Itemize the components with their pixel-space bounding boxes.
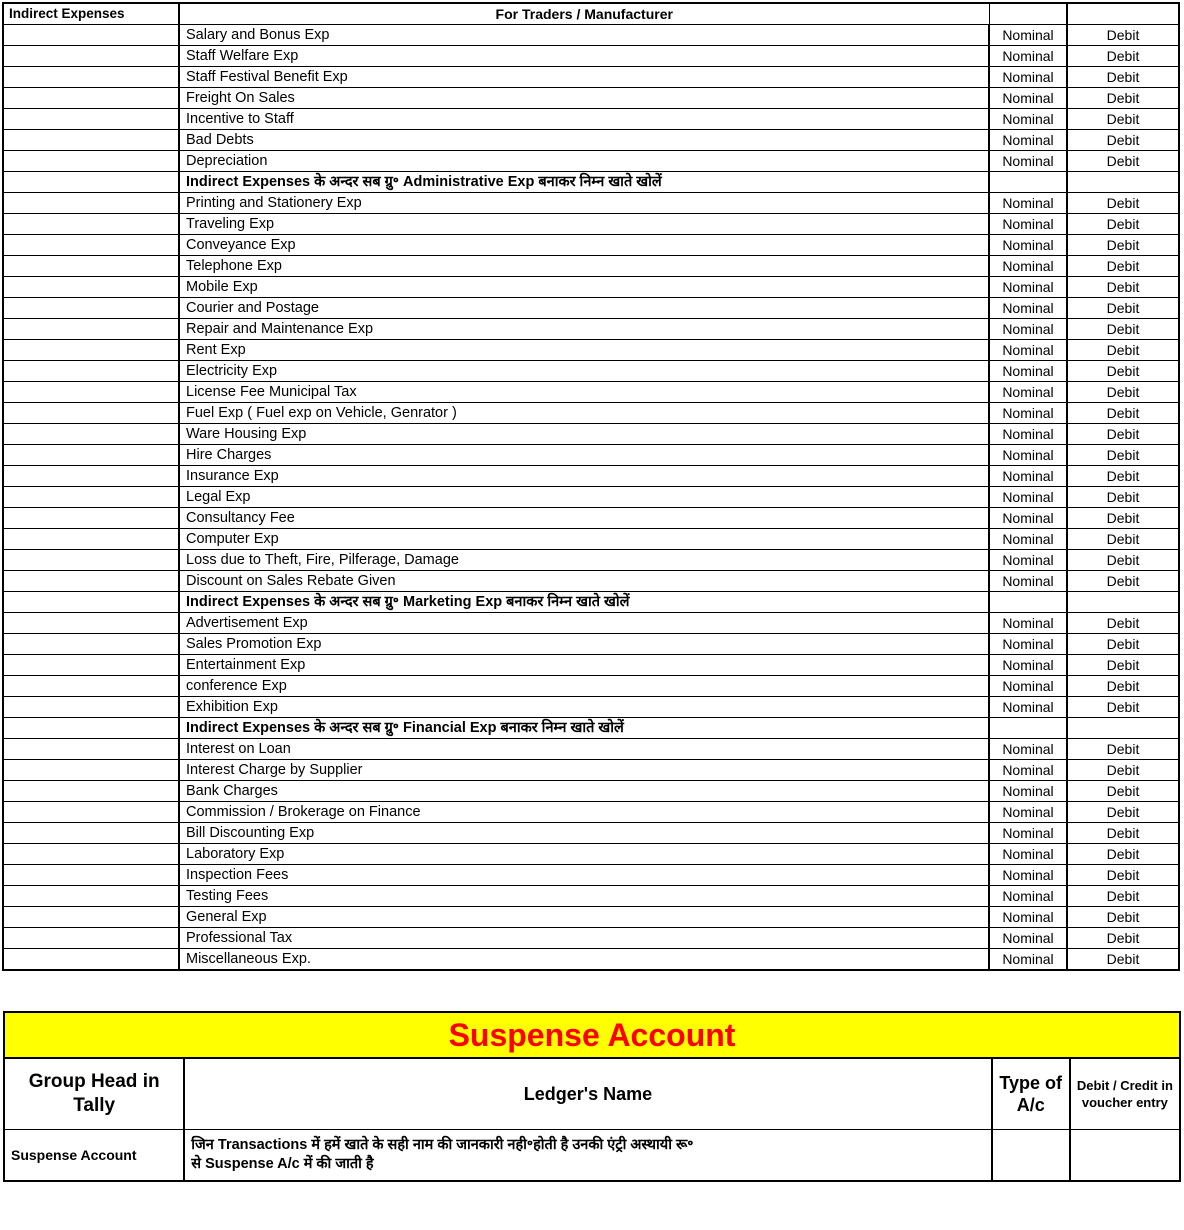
row-type-of-ac: Nominal [989,571,1067,592]
row-debit-credit: Debit [1067,235,1179,256]
row-group-blank [3,865,179,886]
table-row[interactable] [3,25,1179,46]
suspense-title: Suspense Account [4,1012,1180,1058]
row-type-of-ac: Nominal [989,634,1067,655]
table-row[interactable] [3,550,1179,571]
row-type-of-ac: Nominal [989,235,1067,256]
row-debit-credit: Debit [1067,487,1179,508]
table-row[interactable] [3,949,1179,971]
row-group-blank [3,25,179,46]
row-ledger-name: Entertainment Exp [179,655,989,676]
row-ledger-name: Loss due to Theft, Fire, Pilferage, Damage [179,550,989,571]
suspense-header-ledger-name: Ledger's Name [184,1058,991,1130]
table-row[interactable] [3,466,1179,487]
table-row[interactable] [3,151,1179,172]
table-row[interactable] [3,193,1179,214]
row-debit-credit: Debit [1067,697,1179,718]
row-ledger-name: conference Exp [179,676,989,697]
row-debit-credit: Debit [1067,25,1179,46]
row-debit-credit: Debit [1067,676,1179,697]
row-group-blank [3,487,179,508]
section-header-row-financial[interactable] [3,718,1179,739]
row-debit-credit: Debit [1067,886,1179,907]
row-group-blank [3,340,179,361]
row-ledger-name: Advertisement Exp [179,613,989,634]
row-group-blank [3,445,179,466]
row-debit-credit: Debit [1067,382,1179,403]
row-group-blank [3,886,179,907]
row-ledger-name: Laboratory Exp [179,844,989,865]
row-type-of-ac: Nominal [989,781,1067,802]
row-ledger-name: Sales Promotion Exp [179,634,989,655]
row-type-of-ac: Nominal [989,865,1067,886]
row-group-blank [3,592,179,613]
row-debit-credit: Debit [1067,550,1179,571]
table-row[interactable] [3,571,1179,592]
row-type-of-ac: Nominal [989,844,1067,865]
row-group-blank [3,403,179,424]
suspense-account-body [4,1012,1180,1181]
table-row[interactable] [3,865,1179,886]
table-row[interactable] [3,760,1179,781]
table-row[interactable] [3,46,1179,67]
table-row[interactable] [3,823,1179,844]
table-gap-spacer [0,971,1184,1011]
row-debit-credit: Debit [1067,634,1179,655]
table-row[interactable] [3,886,1179,907]
suspense-title-row [4,1012,1180,1058]
row-type-of-ac [989,718,1067,739]
row-ledger-name: Salary and Bonus Exp [179,25,989,46]
section-header-label: Indirect Expenses के अन्दर सब ग्रु॰ Administrative Exp बनाकर निम्न खाते खोलें [179,172,989,193]
table-row[interactable] [3,235,1179,256]
table-header-row [3,3,1179,25]
table-row[interactable] [3,697,1179,718]
row-group-blank [3,319,179,340]
row-debit-credit: Debit [1067,403,1179,424]
row-group-blank [3,256,179,277]
row-debit-credit: Debit [1067,298,1179,319]
row-type-of-ac: Nominal [989,823,1067,844]
row-debit-credit: Debit [1067,46,1179,67]
row-ledger-name: Staff Welfare Exp [179,46,989,67]
table-row[interactable] [3,634,1179,655]
row-debit-credit: Debit [1067,613,1179,634]
row-ledger-name: Insurance Exp [179,466,989,487]
row-group-blank [3,802,179,823]
row-type-of-ac: Nominal [989,340,1067,361]
row-ledger-name: Consultancy Fee [179,508,989,529]
row-debit-credit: Debit [1067,655,1179,676]
row-type-of-ac: Nominal [989,613,1067,634]
row-type-of-ac: Nominal [989,424,1067,445]
row-group-blank [3,298,179,319]
row-group-blank [3,823,179,844]
row-debit-credit: Debit [1067,508,1179,529]
table-row[interactable] [3,907,1179,928]
header-debit-credit [1067,3,1179,25]
row-type-of-ac: Nominal [989,697,1067,718]
row-type-of-ac: Nominal [989,151,1067,172]
row-debit-credit [1067,172,1179,193]
table-row[interactable] [3,802,1179,823]
row-debit-credit: Debit [1067,529,1179,550]
suspense-ledger-line-2: से Suspense A/c में की जाती है [191,1156,374,1172]
row-ledger-name: Traveling Exp [179,214,989,235]
suspense-row-group-head: Suspense Account [4,1130,184,1182]
table-row[interactable] [3,676,1179,697]
row-group-blank [3,382,179,403]
row-debit-credit: Debit [1067,67,1179,88]
row-group-blank [3,949,179,971]
row-ledger-name: Testing Fees [179,886,989,907]
row-type-of-ac: Nominal [989,46,1067,67]
row-group-blank [3,571,179,592]
table-row[interactable] [3,613,1179,634]
table-row[interactable] [3,88,1179,109]
table-row[interactable] [3,928,1179,949]
row-type-of-ac: Nominal [989,67,1067,88]
row-debit-credit: Debit [1067,928,1179,949]
row-group-blank [3,151,179,172]
suspense-account-table [3,1011,1181,1182]
row-ledger-name: Courier and Postage [179,298,989,319]
row-debit-credit: Debit [1067,256,1179,277]
spreadsheet-page [0,2,1184,1230]
row-type-of-ac: Nominal [989,655,1067,676]
row-ledger-name: Interest on Loan [179,739,989,760]
suspense-header-row [4,1058,1180,1130]
row-type-of-ac: Nominal [989,529,1067,550]
header-group-head: Indirect Expenses [3,3,179,25]
row-group-blank [3,109,179,130]
row-debit-credit: Debit [1067,739,1179,760]
row-ledger-name: Staff Festival Benefit Exp [179,67,989,88]
row-ledger-name: Bad Debts [179,130,989,151]
row-group-blank [3,466,179,487]
row-group-blank [3,760,179,781]
table-row[interactable] [3,256,1179,277]
table-row[interactable] [3,109,1179,130]
row-type-of-ac [989,592,1067,613]
row-debit-credit: Debit [1067,340,1179,361]
row-ledger-name: Depreciation [179,151,989,172]
table-row[interactable] [3,739,1179,760]
row-type-of-ac: Nominal [989,508,1067,529]
row-debit-credit: Debit [1067,88,1179,109]
row-ledger-name: Legal Exp [179,487,989,508]
row-ledger-name: Ware Housing Exp [179,424,989,445]
header-type-of-ac [989,3,1067,25]
row-type-of-ac: Nominal [989,319,1067,340]
row-ledger-name: Exhibition Exp [179,697,989,718]
table-row[interactable] [3,277,1179,298]
row-group-blank [3,235,179,256]
row-ledger-name: Electricity Exp [179,361,989,382]
suspense-header-group-head: Group Head in Tally [4,1058,184,1130]
row-group-blank [3,214,179,235]
row-ledger-name: License Fee Municipal Tax [179,382,989,403]
table-row[interactable] [3,214,1179,235]
row-debit-credit: Debit [1067,781,1179,802]
row-group-blank [3,907,179,928]
row-group-blank [3,424,179,445]
table-row[interactable] [3,382,1179,403]
row-group-blank [3,781,179,802]
row-debit-credit: Debit [1067,151,1179,172]
row-group-blank [3,613,179,634]
row-type-of-ac: Nominal [989,886,1067,907]
row-debit-credit: Debit [1067,130,1179,151]
row-debit-credit: Debit [1067,319,1179,340]
row-debit-credit: Debit [1067,949,1179,971]
table-row[interactable] [3,340,1179,361]
row-type-of-ac: Nominal [989,193,1067,214]
row-group-blank [3,697,179,718]
row-type-of-ac: Nominal [989,802,1067,823]
row-debit-credit: Debit [1067,865,1179,886]
row-group-blank [3,739,179,760]
row-group-blank [3,508,179,529]
table-row[interactable] [3,361,1179,382]
row-type-of-ac: Nominal [989,382,1067,403]
row-type-of-ac: Nominal [989,550,1067,571]
row-type-of-ac: Nominal [989,403,1067,424]
row-debit-credit [1067,718,1179,739]
row-ledger-name: Interest Charge by Supplier [179,760,989,781]
row-group-blank [3,718,179,739]
row-group-blank [3,844,179,865]
row-type-of-ac: Nominal [989,928,1067,949]
suspense-table-row[interactable] [4,1130,1180,1182]
row-ledger-name: Repair and Maintenance Exp [179,319,989,340]
row-ledger-name: Hire Charges [179,445,989,466]
row-ledger-name: Inspection Fees [179,865,989,886]
row-type-of-ac: Nominal [989,88,1067,109]
table-row[interactable] [3,655,1179,676]
row-type-of-ac: Nominal [989,676,1067,697]
row-ledger-name: Miscellaneous Exp. [179,949,989,971]
row-type-of-ac: Nominal [989,109,1067,130]
row-debit-credit: Debit [1067,823,1179,844]
row-debit-credit: Debit [1067,571,1179,592]
row-group-blank [3,529,179,550]
suspense-header-debit-credit: Debit / Credit in voucher entry [1070,1058,1180,1130]
row-group-blank [3,193,179,214]
row-debit-credit: Debit [1067,844,1179,865]
table-row[interactable] [3,130,1179,151]
row-ledger-name: Incentive to Staff [179,109,989,130]
row-group-blank [3,550,179,571]
row-group-blank [3,655,179,676]
row-group-blank [3,928,179,949]
indirect-expenses-body [3,3,1179,970]
table-row[interactable] [3,319,1179,340]
row-group-blank [3,634,179,655]
row-ledger-name: Conveyance Exp [179,235,989,256]
table-row[interactable] [3,424,1179,445]
row-group-blank [3,172,179,193]
row-group-blank [3,277,179,298]
row-debit-credit: Debit [1067,193,1179,214]
row-group-blank [3,67,179,88]
row-group-blank [3,46,179,67]
row-type-of-ac [989,172,1067,193]
row-debit-credit [1067,592,1179,613]
row-debit-credit: Debit [1067,424,1179,445]
table-row[interactable] [3,508,1179,529]
row-group-blank [3,361,179,382]
row-type-of-ac: Nominal [989,760,1067,781]
row-debit-credit: Debit [1067,277,1179,298]
suspense-row-ledger-description [184,1130,991,1182]
row-ledger-name: Printing and Stationery Exp [179,193,989,214]
suspense-header-type-of-ac: Type of A/c [992,1058,1070,1130]
row-type-of-ac: Nominal [989,487,1067,508]
row-ledger-name: Professional Tax [179,928,989,949]
suspense-row-debit-credit [1070,1130,1180,1182]
row-ledger-name: Bank Charges [179,781,989,802]
row-ledger-name: Telephone Exp [179,256,989,277]
table-row[interactable] [3,403,1179,424]
table-row[interactable] [3,529,1179,550]
row-type-of-ac: Nominal [989,214,1067,235]
row-type-of-ac: Nominal [989,256,1067,277]
section-header-label: Indirect Expenses के अन्दर सब ग्रु॰ Marketing Exp बनाकर निम्न खाते खोलें [179,592,989,613]
row-ledger-name: Freight On Sales [179,88,989,109]
row-ledger-name: Mobile Exp [179,277,989,298]
row-type-of-ac: Nominal [989,949,1067,971]
row-debit-credit: Debit [1067,802,1179,823]
row-type-of-ac: Nominal [989,25,1067,46]
row-type-of-ac: Nominal [989,445,1067,466]
row-debit-credit: Debit [1067,445,1179,466]
table-row[interactable] [3,67,1179,88]
row-debit-credit: Debit [1067,361,1179,382]
row-type-of-ac: Nominal [989,130,1067,151]
row-group-blank [3,130,179,151]
table-row[interactable] [3,781,1179,802]
row-ledger-name: Computer Exp [179,529,989,550]
indirect-expenses-table [2,2,1180,971]
row-debit-credit: Debit [1067,109,1179,130]
row-debit-credit: Debit [1067,214,1179,235]
row-type-of-ac: Nominal [989,466,1067,487]
row-ledger-name: Bill Discounting Exp [179,823,989,844]
row-group-blank [3,88,179,109]
table-row[interactable] [3,298,1179,319]
row-ledger-name: Fuel Exp ( Fuel exp on Vehicle, Genrator ) [179,403,989,424]
table-row[interactable] [3,844,1179,865]
row-ledger-name: General Exp [179,907,989,928]
section-header-label: Indirect Expenses के अन्दर सब ग्रु॰ Financial Exp बनाकर निम्न खाते खोलें [179,718,989,739]
row-group-blank [3,676,179,697]
header-ledger-name: For Traders / Manufacturer [179,3,989,25]
section-header-row-marketing[interactable] [3,592,1179,613]
row-ledger-name: Rent Exp [179,340,989,361]
row-type-of-ac: Nominal [989,907,1067,928]
row-ledger-name: Discount on Sales Rebate Given [179,571,989,592]
table-row[interactable] [3,487,1179,508]
suspense-ledger-line-1: जिन Transactions में हमें खाते के सही नाम की जानकारी नही॰होती है उनकी एंट्री अस्थायी रू॰ [191,1137,694,1153]
suspense-row-type-of-ac [992,1130,1070,1182]
row-debit-credit: Debit [1067,760,1179,781]
row-type-of-ac: Nominal [989,298,1067,319]
row-type-of-ac: Nominal [989,739,1067,760]
section-header-row-administrative[interactable] [3,172,1179,193]
table-row[interactable] [3,445,1179,466]
row-ledger-name: Commission / Brokerage on Finance [179,802,989,823]
row-debit-credit: Debit [1067,907,1179,928]
row-type-of-ac: Nominal [989,277,1067,298]
row-type-of-ac: Nominal [989,361,1067,382]
row-debit-credit: Debit [1067,466,1179,487]
